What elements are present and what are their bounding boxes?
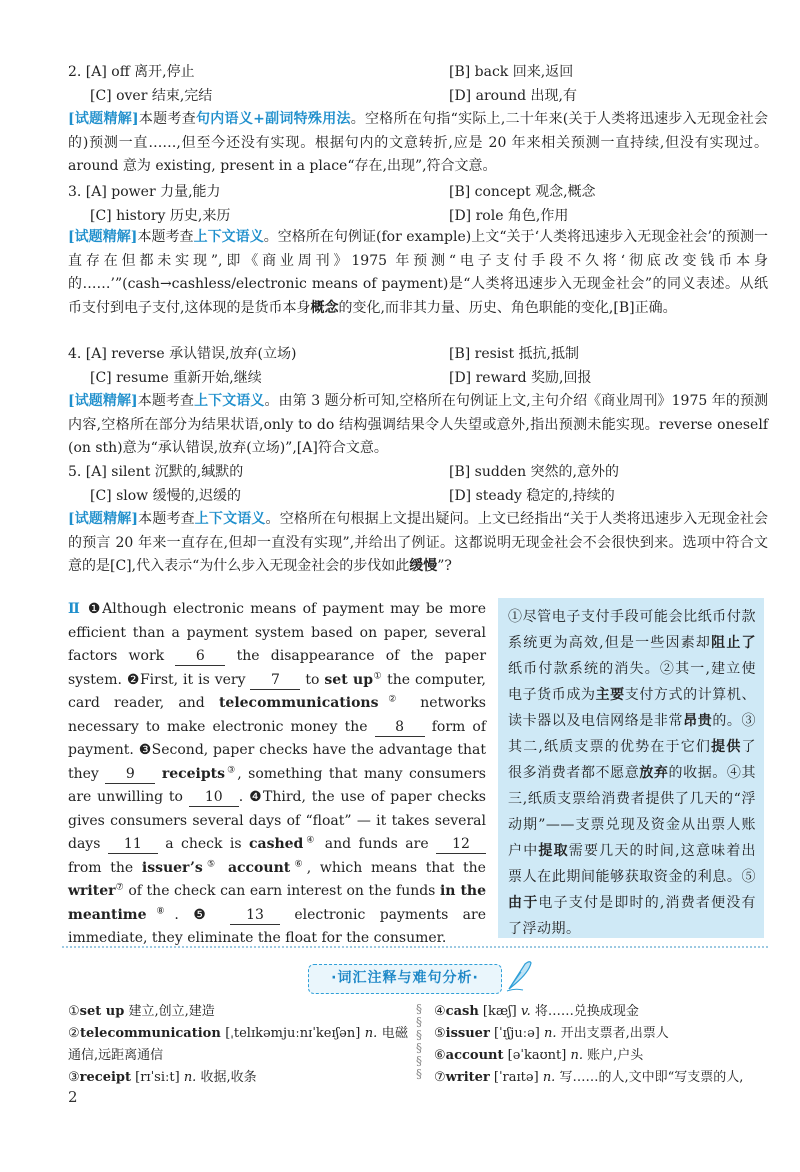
translation-keyword: 提供 bbox=[711, 739, 742, 755]
vocab-pos: n. bbox=[570, 1048, 583, 1063]
explanation-text: 。空格所在句指“实际上,二十年来(关于人类将迅速步入无现金社会的)预测一直……,但至今还没有实现。根据句内的文意转折,应是 20 年来相关预测一直持续,但没有实现过。around 意为 existing, present in a place“存在,出现”,符合文意。 bbox=[68, 111, 769, 174]
footnote-ref: ⑧ bbox=[146, 905, 175, 916]
vocab-word: in the meantime bbox=[68, 883, 486, 923]
passage-text: . bbox=[238, 789, 244, 805]
vocab-word: receipts bbox=[161, 765, 226, 782]
passage-text: form of payment. bbox=[68, 718, 487, 758]
option-b: [B] back 回来,返回 bbox=[449, 64, 574, 80]
vocab-word: writer bbox=[445, 1070, 490, 1085]
explanation-keyword: 缓慢 bbox=[409, 558, 438, 574]
explanation-keyword: 概念 bbox=[310, 299, 339, 316]
vocab-number: ④ bbox=[434, 1004, 446, 1019]
sentence-number: ❺ bbox=[193, 906, 216, 923]
explanation-focus: 上下文语义 bbox=[194, 393, 265, 409]
explanation-text: ”? bbox=[437, 558, 452, 574]
vocab-pronunciation: [əˈkaʊnt] bbox=[507, 1048, 567, 1063]
passage-text: First, it is very bbox=[139, 671, 246, 688]
section-marker: Ⅱ bbox=[68, 601, 82, 617]
vocab-word: issuer bbox=[445, 1026, 490, 1041]
question-4-options bbox=[68, 342, 768, 390]
footnote-ref: ④ bbox=[303, 835, 318, 846]
vocab-entry bbox=[434, 1067, 768, 1089]
translation-keyword: 由于 bbox=[508, 895, 539, 911]
explanation-tag: [试题精解] bbox=[68, 511, 139, 527]
footnote-ref: ⑤ bbox=[202, 858, 220, 869]
vocab-pos: n. bbox=[543, 1026, 557, 1041]
passage-text: the computer, card reader, and bbox=[68, 671, 486, 711]
passage-text: Third, the use of paper checks gives consumers several days of “float” — it takes several days bbox=[68, 789, 486, 852]
blank-13[interactable]: 13 bbox=[230, 907, 280, 925]
vocab-definition: 收据,收条 bbox=[200, 1070, 257, 1085]
sentence-number: ❶ bbox=[87, 601, 103, 617]
footnote-ref: ③ bbox=[225, 764, 238, 775]
translation-segment: 支付方式的计算机、读卡器以及电信网络是非常 bbox=[508, 687, 756, 729]
translation-segment: 了很多消费者都不愿意 bbox=[508, 739, 757, 781]
passage-text: , something that many consumers are unwilling to bbox=[68, 765, 486, 805]
blank-10[interactable]: 10 bbox=[189, 789, 239, 807]
option-row bbox=[68, 460, 768, 484]
vocab-pronunciation: [kæʃ] bbox=[482, 1004, 517, 1019]
option-a: 5. [A] silent 沉默的,缄默的 bbox=[68, 464, 244, 480]
passage-text: from the bbox=[68, 859, 134, 876]
explanation-tag: [试题精解] bbox=[68, 393, 138, 409]
option-b: [B] concept 观念,概念 bbox=[449, 184, 596, 200]
vocab-entry bbox=[68, 1001, 408, 1023]
vocab-entry bbox=[434, 1045, 768, 1067]
option-row bbox=[68, 342, 768, 366]
passage-text: to bbox=[305, 671, 320, 688]
option-row bbox=[68, 484, 768, 508]
sentence-number: ❸ bbox=[138, 742, 152, 758]
passage-text: the disappearance of the paper system. bbox=[68, 648, 487, 688]
passage-text: electronic payments are immediate, they eliminate the float for the consumer. bbox=[68, 906, 486, 946]
option-a: 4. [A] reverse 承认错误,放弃(立场) bbox=[68, 346, 297, 362]
option-d: [D] around 出现,有 bbox=[449, 88, 577, 104]
blank-7[interactable]: 7 bbox=[250, 672, 300, 690]
vocab-pos: n. bbox=[542, 1070, 556, 1085]
option-row bbox=[68, 84, 768, 108]
question-5-options bbox=[68, 460, 768, 508]
option-c: [C] over 结束,完结 bbox=[90, 88, 213, 104]
vocab-number: ⑥ bbox=[434, 1048, 446, 1063]
option-d: [D] reward 奖励,回报 bbox=[449, 370, 592, 386]
vocab-number: ② bbox=[68, 1026, 80, 1041]
translation-segment: 纸币付款系统的消失。②其一,建立使电子货币成为 bbox=[508, 661, 756, 703]
vocab-number: ⑤ bbox=[434, 1026, 446, 1041]
option-row bbox=[68, 366, 768, 390]
translation-text bbox=[508, 604, 756, 942]
vocab-pos: n. bbox=[364, 1026, 378, 1041]
vocab-entry bbox=[434, 1023, 768, 1045]
blank-8[interactable]: 8 bbox=[375, 719, 425, 737]
translation-segment: ①尽管电子支付手段可能会比纸币付款系统更为高效,但是一些因素却 bbox=[508, 609, 756, 651]
vocab-number: ⑦ bbox=[434, 1070, 446, 1085]
vocab-number: ③ bbox=[68, 1070, 80, 1085]
translation-segment: 电子支付是即时的,消费者便没有了浮动期。 bbox=[508, 895, 757, 937]
vocab-list-left bbox=[68, 1001, 408, 1089]
explanation-text: 。空格所在句根据上文提出疑问。上文已经指出“关于人类将迅速步入无现金社会的预言 20 年来一直存在,但却一直没有实现”,并给出了例证。这都说明无现金社会不会很快到来。选项中符合文意的是[C],代入表示“为什么步入无现金社会的步伐如此 bbox=[68, 511, 769, 574]
vocab-word: cash bbox=[445, 1004, 479, 1019]
vocab-definition: 账户,户头 bbox=[587, 1048, 644, 1063]
option-c: [C] history 历史,来历 bbox=[90, 208, 231, 224]
quill-pen-icon bbox=[505, 958, 533, 992]
explanation-text: 本题考查 bbox=[137, 393, 195, 409]
passage-text: networks necessary to make electronic money the bbox=[68, 695, 486, 735]
vocab-pos: v. bbox=[520, 1004, 531, 1019]
vocab-word: set up bbox=[79, 1004, 125, 1019]
vocab-pronunciation: [rɪˈsiːt] bbox=[135, 1070, 180, 1085]
option-c: [C] resume 重新开始,继续 bbox=[90, 370, 262, 386]
explanation-3 bbox=[68, 226, 768, 320]
explanation-tag: [试题精解] bbox=[68, 111, 139, 127]
option-b: [B] sudden 突然的,意外的 bbox=[449, 464, 619, 480]
explanation-text: 。由第 3 题分析可知,空格所在句例证上文,主句介绍《商业周刊》1975 年的预测内容,空格所在部分为结果状语,only to do 结构强调结果令人失望或意外,指出预测未能实现。reverse oneself (on sth)意为“承认错误,放弃(立场)”,[A]符合文意。 bbox=[68, 393, 769, 456]
explanation-text: 。空格所在句例证(for example)上文“关于‘人类将迅速步入无现金社会’的预测一直存在但都未实现”,即《商业周刊》1975 年预测“电子支付手段不久将‘彻底改变钱币本身的……’”(cash→cashless/electronic means of payment)是“人类将迅速步入无现金社会”的同义表述。从纸币支付到电子支付,这体现的是货币本身 bbox=[68, 229, 769, 316]
explanation-focus: 句内语义+副词特殊用法 bbox=[196, 111, 351, 127]
explanation-text: 本题考查 bbox=[137, 229, 194, 245]
vocab-word: telecommunications bbox=[218, 695, 379, 711]
explanation-text: 的变化,而非其力量、历史、角色职能的变化,[B]正确。 bbox=[338, 299, 677, 316]
vocab-word: issuer’s bbox=[141, 859, 203, 876]
passage-text: a check is bbox=[165, 836, 242, 852]
explanation-tag: [试题精解] bbox=[68, 229, 138, 245]
translation-segment: 的。③其二,纸质支票的优势在于它们 bbox=[508, 713, 756, 755]
footnote-ref: ⑦ bbox=[115, 882, 124, 893]
vocab-word: cashed bbox=[248, 836, 304, 852]
explanation-4 bbox=[68, 390, 768, 461]
passage-text: Second, paper checks have the advantage that they bbox=[68, 742, 487, 782]
vocab-list-right bbox=[434, 1001, 768, 1089]
explanation-text: 本题考查 bbox=[138, 111, 196, 127]
vocab-word: writer bbox=[68, 883, 116, 899]
blank-12[interactable]: 12 bbox=[436, 836, 486, 854]
vocab-entry bbox=[68, 1067, 408, 1089]
question-3-options bbox=[68, 180, 768, 228]
blank-9[interactable]: 9 bbox=[105, 766, 155, 784]
column-separator-icon: § § § § § § bbox=[416, 1002, 422, 1081]
explanation-focus: 上下文语义 bbox=[194, 511, 266, 527]
vocab-definition: 建立,创立,建造 bbox=[128, 1004, 215, 1019]
vocab-word: account bbox=[227, 859, 291, 876]
vocab-entry bbox=[434, 1001, 768, 1023]
option-row bbox=[68, 180, 768, 204]
vocab-entry bbox=[68, 1023, 408, 1067]
blank-6[interactable]: 6 bbox=[175, 648, 225, 666]
blank-11[interactable]: 11 bbox=[108, 836, 158, 854]
footnote-ref: ⑥ bbox=[290, 858, 307, 869]
translation-segment: 需要几天的时间,这意味着出票人在此期间能够获取资金的利息。⑤ bbox=[508, 843, 757, 885]
option-b: [B] resist 抵抗,抵制 bbox=[449, 346, 580, 362]
vocab-pronunciation: [ˈraɪtə] bbox=[493, 1070, 539, 1085]
passage-text: and funds are bbox=[324, 836, 429, 852]
explanation-5 bbox=[68, 508, 768, 579]
option-d: [D] role 角色,作用 bbox=[449, 208, 569, 224]
passage-text: of the check can earn interest on the funds bbox=[128, 883, 436, 899]
passage-text: . bbox=[174, 906, 179, 923]
vocab-word: telecommunication bbox=[79, 1026, 221, 1041]
option-row bbox=[68, 204, 768, 228]
translation-segment: 的收据。④其三,纸质支票给消费者提供了几天的“浮动期”——支票兑现及资金从出票人账户中 bbox=[508, 765, 756, 859]
option-row bbox=[68, 60, 768, 84]
vocab-word: account bbox=[445, 1048, 504, 1063]
vocab-word: set up bbox=[324, 671, 374, 688]
vocab-section-title: ·词汇注释与难句分析· bbox=[308, 964, 502, 994]
option-a: 2. [A] off 离开,停止 bbox=[68, 64, 195, 80]
translation-keyword: 阻止了 bbox=[711, 635, 757, 651]
option-c: [C] slow 缓慢的,迟缓的 bbox=[90, 488, 242, 504]
option-d: [D] steady 稳定的,持续的 bbox=[449, 488, 615, 504]
vocab-definition: 将……兑换成现金 bbox=[534, 1004, 639, 1019]
vocab-word: receipt bbox=[79, 1070, 131, 1085]
vocab-definition: 电磁通信,远距离通信 bbox=[68, 1026, 408, 1063]
vocab-pos: n. bbox=[183, 1070, 197, 1085]
explanation-2 bbox=[68, 108, 768, 179]
explanation-focus: 上下文语义 bbox=[193, 229, 264, 245]
sentence-number: ❷ bbox=[126, 671, 140, 688]
explanation-text: 本题考查 bbox=[138, 511, 195, 527]
vocab-definition: 开出支票者,出票人 bbox=[560, 1026, 669, 1041]
passage-text: , which means that the bbox=[306, 859, 486, 876]
passage-text: Although electronic means of payment may be more efficient than a payment system based on paper, several factors work bbox=[68, 601, 486, 664]
translation-box bbox=[498, 598, 764, 938]
footnote-ref: ② bbox=[378, 694, 407, 705]
vocab-pronunciation: [ˈɪʃjuːə] bbox=[493, 1026, 540, 1041]
passage-section-2 bbox=[68, 598, 486, 951]
translation-keyword: 放弃 bbox=[639, 765, 669, 781]
option-a: 3. [A] power 力量,能力 bbox=[68, 184, 221, 200]
translation-keyword: 提取 bbox=[538, 843, 569, 859]
vocab-pronunciation: [ˌtelɪkəmjuːnɪˈkeɪʃən] bbox=[225, 1026, 361, 1041]
translation-keyword: 昂贵 bbox=[683, 713, 713, 729]
translation-keyword: 主要 bbox=[595, 687, 625, 703]
sentence-number: ❹ bbox=[249, 789, 263, 805]
page-number: 2 bbox=[68, 1088, 78, 1106]
question-2-options bbox=[68, 60, 768, 108]
vocab-number: ① bbox=[68, 1004, 80, 1019]
footnote-ref: ① bbox=[373, 670, 383, 681]
vocab-definition: 写……的人,文中即“写支票的人, bbox=[559, 1070, 744, 1085]
section-divider bbox=[62, 946, 768, 948]
